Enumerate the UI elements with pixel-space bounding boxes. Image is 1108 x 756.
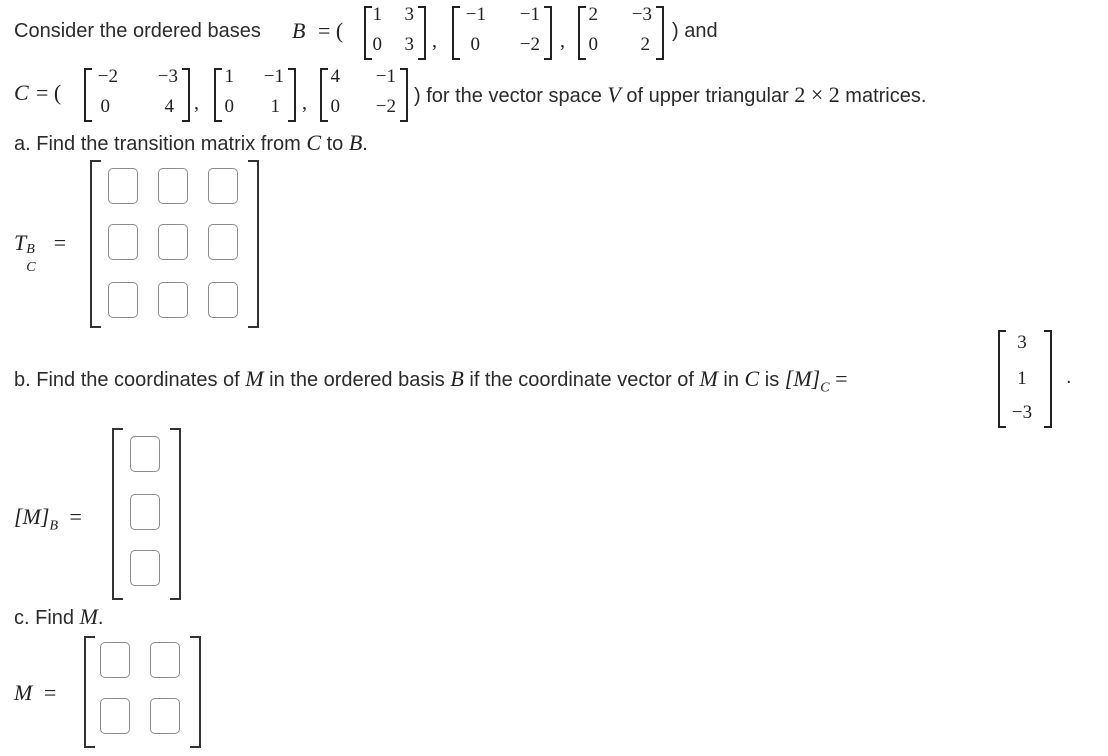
transition-entry-3-1[interactable]	[108, 282, 138, 318]
basis-B-equals: = (	[318, 18, 344, 43]
coord-B-entry-1[interactable]	[130, 436, 160, 472]
M-entry-2-1[interactable]	[100, 698, 130, 734]
transition-entry-2-2[interactable]	[158, 224, 188, 260]
vector-period: .	[1066, 366, 1072, 388]
M-entry-1-1[interactable]	[100, 642, 130, 678]
transition-matrix-label: T B C =	[14, 230, 67, 275]
transition-entry-2-1[interactable]	[108, 224, 138, 260]
M-entry-2-2[interactable]	[150, 698, 180, 734]
basis-C-symbol: C	[14, 80, 29, 105]
basis-B-symbol: B	[292, 18, 306, 43]
transition-entry-1-3[interactable]	[208, 168, 238, 204]
transition-entry-3-3[interactable]	[208, 282, 238, 318]
intro-line-2-tail: ) for the vector space V of upper triangular 2 × 2 matrices.	[414, 82, 927, 107]
transition-entry-2-3[interactable]	[208, 224, 238, 260]
part-a-label: a. Find the transition matrix from C to B.	[14, 130, 368, 155]
part-b-label: b. Find the coordinates of M in the ordered basis B if the coordinate vector of M in C is $[M]_C$ =	[14, 366, 848, 396]
and-text: ) and	[672, 20, 718, 42]
transition-entry-1-2[interactable]	[158, 168, 188, 204]
transition-entry-3-2[interactable]	[158, 282, 188, 318]
part-c-label: c. Find M.	[14, 604, 104, 629]
coord-B-entry-2[interactable]	[130, 494, 160, 530]
intro-text: Consider the ordered bases	[14, 20, 261, 42]
matrix-M-label: M =	[14, 680, 57, 705]
coordinate-vector-B-label: $[M]_B$ =	[14, 504, 82, 534]
intro-line-1	[14, 20, 261, 43]
basis-C-equals: = (	[36, 80, 62, 105]
transition-entry-1-1[interactable]	[108, 168, 138, 204]
M-entry-1-2[interactable]	[150, 642, 180, 678]
coord-B-entry-3[interactable]	[130, 550, 160, 586]
